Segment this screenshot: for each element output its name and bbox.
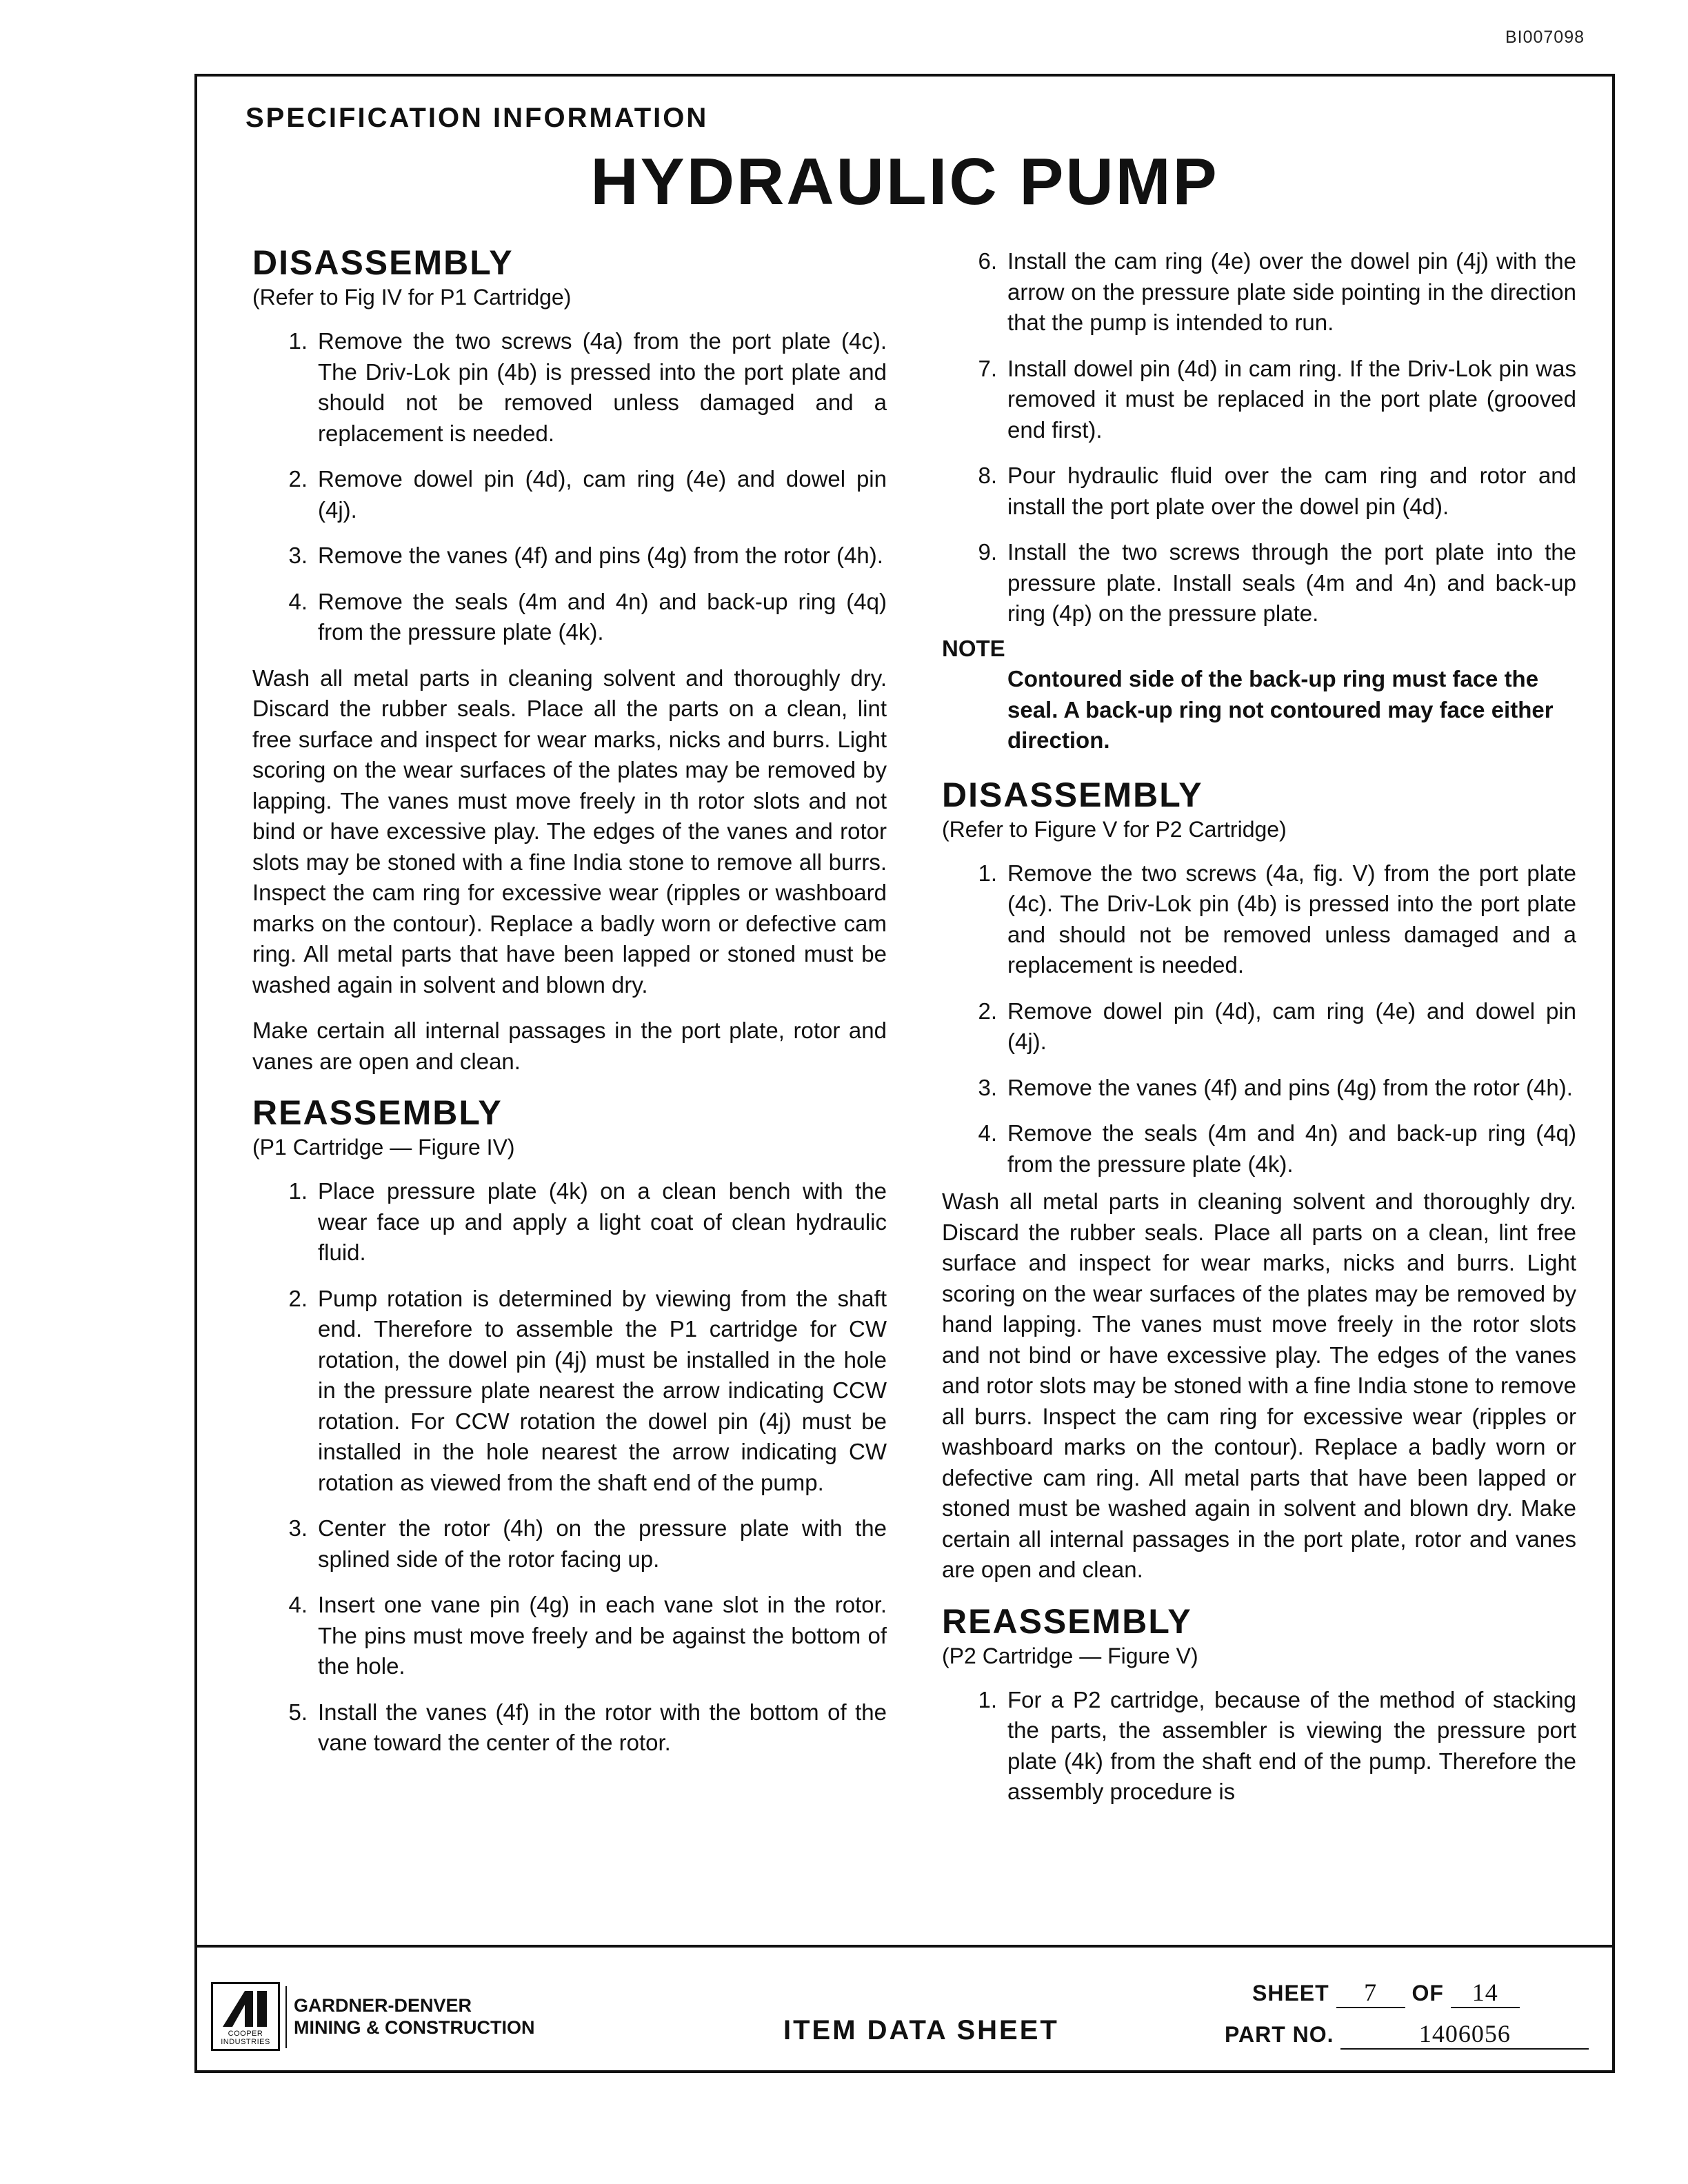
step-number: 2. — [288, 1285, 308, 1311]
step-number: 4. — [978, 1120, 997, 1146]
document-id: BI007098 — [1505, 28, 1585, 47]
step-item — [942, 246, 1576, 338]
step-number: 1. — [978, 1686, 997, 1712]
step-item — [252, 1697, 887, 1759]
step-item — [942, 354, 1576, 446]
reassembly-p2-subheading: (P2 Cartridge — Figure V) — [942, 1643, 1198, 1668]
step-number: 6. — [978, 248, 997, 274]
step-item — [942, 461, 1576, 522]
step-number: 1. — [978, 860, 997, 886]
step-item — [942, 537, 1576, 629]
of-label: OF — [1411, 1981, 1444, 2005]
disassembly-p2-heading: DISASSEMBLY — [942, 775, 1203, 814]
passages-paragraph: Make certain all internal passages in the port plate, rotor and vanes are open and clean. — [252, 1018, 887, 1074]
inspection-p2-paragraph: Wash all metal parts in cleaning solvent and thoroughly dry. Discard the rubber seals. Place all parts on a clean, lint free surface and inspect for wear marks, nicks and burrs. Light scoring on the wear surfaces of the plates may be removed by hand lapping. The vanes must move freely in the rotor slots and not bind or have excessive play. The edges of the vanes and rotor slots may be stoned with a fine India stone to remove all burrs. Inspect the cam ring for excessive wear (ripples or washboard marks on the contour). Replace a badly worn or defective cam ring. All metal parts that have been lapped or stoned must be washed again in solvent and blown dry. Make certain all internal passages in the port plate, rotor and vanes are open and clean. — [942, 1189, 1576, 1582]
reassembly-continued-steps — [942, 246, 1576, 629]
step-item — [252, 540, 887, 572]
part-label: PART NO. — [1225, 2022, 1334, 2047]
step-item — [252, 1590, 887, 1682]
step-text: Remove the two screws (4a) from the port plate (4c). The Driv-Lok pin (4b) is pressed into the port plate and should not be removed unless damaged and a replacement is needed. — [318, 328, 887, 446]
step-text: Remove the seals (4m and 4n) and back-up ring (4q) from the pressure plate (4k). — [318, 588, 887, 645]
company-line-1: GARDNER-DENVER — [294, 1995, 472, 2016]
step-number: 4. — [288, 1592, 308, 1617]
step-item — [252, 587, 887, 648]
step-number: 7. — [978, 355, 997, 381]
step-text: Remove the two screws (4a, fig. V) from the port plate (4c). The Driv-Lok pin (4b) is pressed into the port plate and should not be removed unless damaged and a replacement is needed. — [1007, 860, 1576, 978]
divider — [285, 1986, 287, 2048]
step-number: 9. — [978, 539, 997, 565]
disassembly-p2-subheading: (Refer to Figure V for P2 Cartridge) — [942, 816, 1287, 842]
step-item — [252, 464, 887, 525]
step-text: Install the vanes (4f) in the rotor with the bottom of the vane toward the center of the rotor. — [318, 1699, 887, 1755]
step-number: 4. — [288, 588, 308, 614]
disassembly-heading: DISASSEMBLY — [252, 243, 514, 282]
step-item — [942, 996, 1576, 1058]
item-data-sheet-label: ITEM DATA SHEET — [783, 2015, 1059, 2045]
step-text: Install the cam ring (4e) over the dowel pin (4j) with the arrow on the pressure plate side pointing in the direction that the pump is intended to run. — [1007, 248, 1576, 335]
step-text: Remove the vanes (4f) and pins (4g) from the rotor (4h). — [318, 543, 883, 568]
step-text: Insert one vane pin (4g) in each vane slot in the rotor. The pins must move freely and be against the bottom of the hole. — [318, 1592, 887, 1679]
step-number: 8. — [978, 463, 997, 488]
step-item — [252, 1284, 887, 1499]
right-column — [942, 246, 1576, 1823]
step-text: Install the two screws through the port plate into the pressure plate. Install seals (4m and 4n) and back-up ring (4p) on the pressure plate. — [1007, 539, 1576, 626]
reassembly-subheading: (P1 Cartridge — Figure IV) — [252, 1135, 515, 1160]
company-name — [294, 1994, 534, 2039]
sheet-total: 14 — [1451, 1978, 1520, 2008]
disassembly-steps — [252, 326, 887, 648]
step-number: 3. — [288, 543, 308, 568]
step-item — [252, 326, 887, 449]
step-number: 3. — [288, 1515, 308, 1541]
step-text: Pump rotation is determined by viewing from the shaft end. Therefore to assemble the P1 cartridge for CW rotation, the dowel pin (4j) must be installed in the hole in the pressure plate nearest the arrow indicating CCW rotation. For CCW rotation the dowel pin (4j) must be installed in the hole nearest the arrow indicating CW rotation as viewed from the shaft end of the pump. — [318, 1285, 887, 1495]
note-heading: NOTE — [942, 635, 1005, 661]
step-text: Remove the vanes (4f) and pins (4g) from the rotor (4h). — [1007, 1074, 1573, 1100]
part-number: 1406056 — [1340, 2019, 1589, 2050]
page-frame — [194, 74, 1615, 2073]
step-text: Center the rotor (4h) on the pressure plate with the splined side of the rotor facing up. — [318, 1515, 887, 1572]
logo-subtext: COOPER INDUSTRIES — [221, 2030, 270, 2046]
spec-label: SPECIFICATION INFORMATION — [245, 103, 709, 133]
step-number: 1. — [288, 1178, 308, 1204]
footer — [197, 1945, 1612, 2070]
step-item — [942, 1118, 1576, 1180]
reassembly-p2-heading: REASSEMBLY — [942, 1601, 1192, 1641]
step-text: For a P2 cartridge, because of the method of stacking the parts, the assembler is viewing the pressure port plate (4k) from the shaft end of the pump. Therefore the assembly procedure is — [1007, 1686, 1576, 1804]
step-text: Remove dowel pin (4d), cam ring (4e) and dowel pin (4j). — [318, 466, 887, 523]
sheet-number: 7 — [1336, 1978, 1405, 2008]
left-column — [252, 242, 887, 1774]
note-body: Contoured side of the back-up ring must face the seal. A back-up ring not contoured may face either direction. — [1007, 666, 1554, 753]
disassembly-p2-steps — [942, 858, 1576, 1180]
reassembly-p2-steps — [942, 1685, 1576, 1808]
sheet-label: SHEET — [1252, 1981, 1329, 2005]
step-text: Pour hydraulic fluid over the cam ring and rotor and install the port plate over the dowel pin (4d). — [1007, 463, 1576, 519]
step-text: Place pressure plate (4k) on a clean bench with the wear face up and apply a light coat of clean hydraulic fluid. — [318, 1178, 887, 1265]
step-item — [942, 1073, 1576, 1104]
step-number: 5. — [288, 1699, 308, 1725]
step-item — [252, 1513, 887, 1575]
step-item — [942, 1685, 1576, 1808]
reassembly-heading: REASSEMBLY — [252, 1093, 503, 1132]
step-number: 2. — [978, 998, 997, 1024]
inspection-paragraph: Wash all metal parts in cleaning solvent and thoroughly dry. Discard the rubber seals. Place all the parts on a clean, lint free surface and inspect for wear marks, nicks and burrs. Light scoring on the wear surfaces of the plates may be removed by lapping. The vanes must move freely in th rotor slots and not bind or have excessive play. The edges of the vanes and rotor slots may be stoned with a fine India stone to remove all burrs. Inspect the cam ring for excessive wear (ripples or washboard marks on the contour). Replace a badly worn or defective cam ring. All metal parts that have been lapped or stoned must be washed again in solvent and blown dry. — [252, 665, 887, 998]
step-number: 2. — [288, 466, 308, 492]
step-number: 1. — [288, 328, 308, 354]
step-item — [252, 1176, 887, 1268]
disassembly-subheading: (Refer to Fig IV for P1 Cartridge) — [252, 285, 572, 310]
step-item — [942, 858, 1576, 981]
step-number: 3. — [978, 1074, 997, 1100]
step-text: Remove the seals (4m and 4n) and back-up ring (4q) from the pressure plate (4k). — [1007, 1120, 1576, 1177]
page-title: HYDRAULIC PUMP — [590, 145, 1219, 219]
step-text: Install dowel pin (4d) in cam ring. If the Driv-Lok pin was removed it must be replaced in the port plate (grooved end first). — [1007, 355, 1576, 443]
sheet-indicator — [1252, 1978, 1520, 2008]
part-number-field — [1225, 2019, 1589, 2050]
company-logo-icon — [211, 1982, 280, 2051]
reassembly-steps — [252, 1176, 887, 1759]
step-text: Remove dowel pin (4d), cam ring (4e) and dowel pin (4j). — [1007, 998, 1576, 1054]
company-line-2: MINING & CONSTRUCTION — [294, 2017, 535, 2038]
